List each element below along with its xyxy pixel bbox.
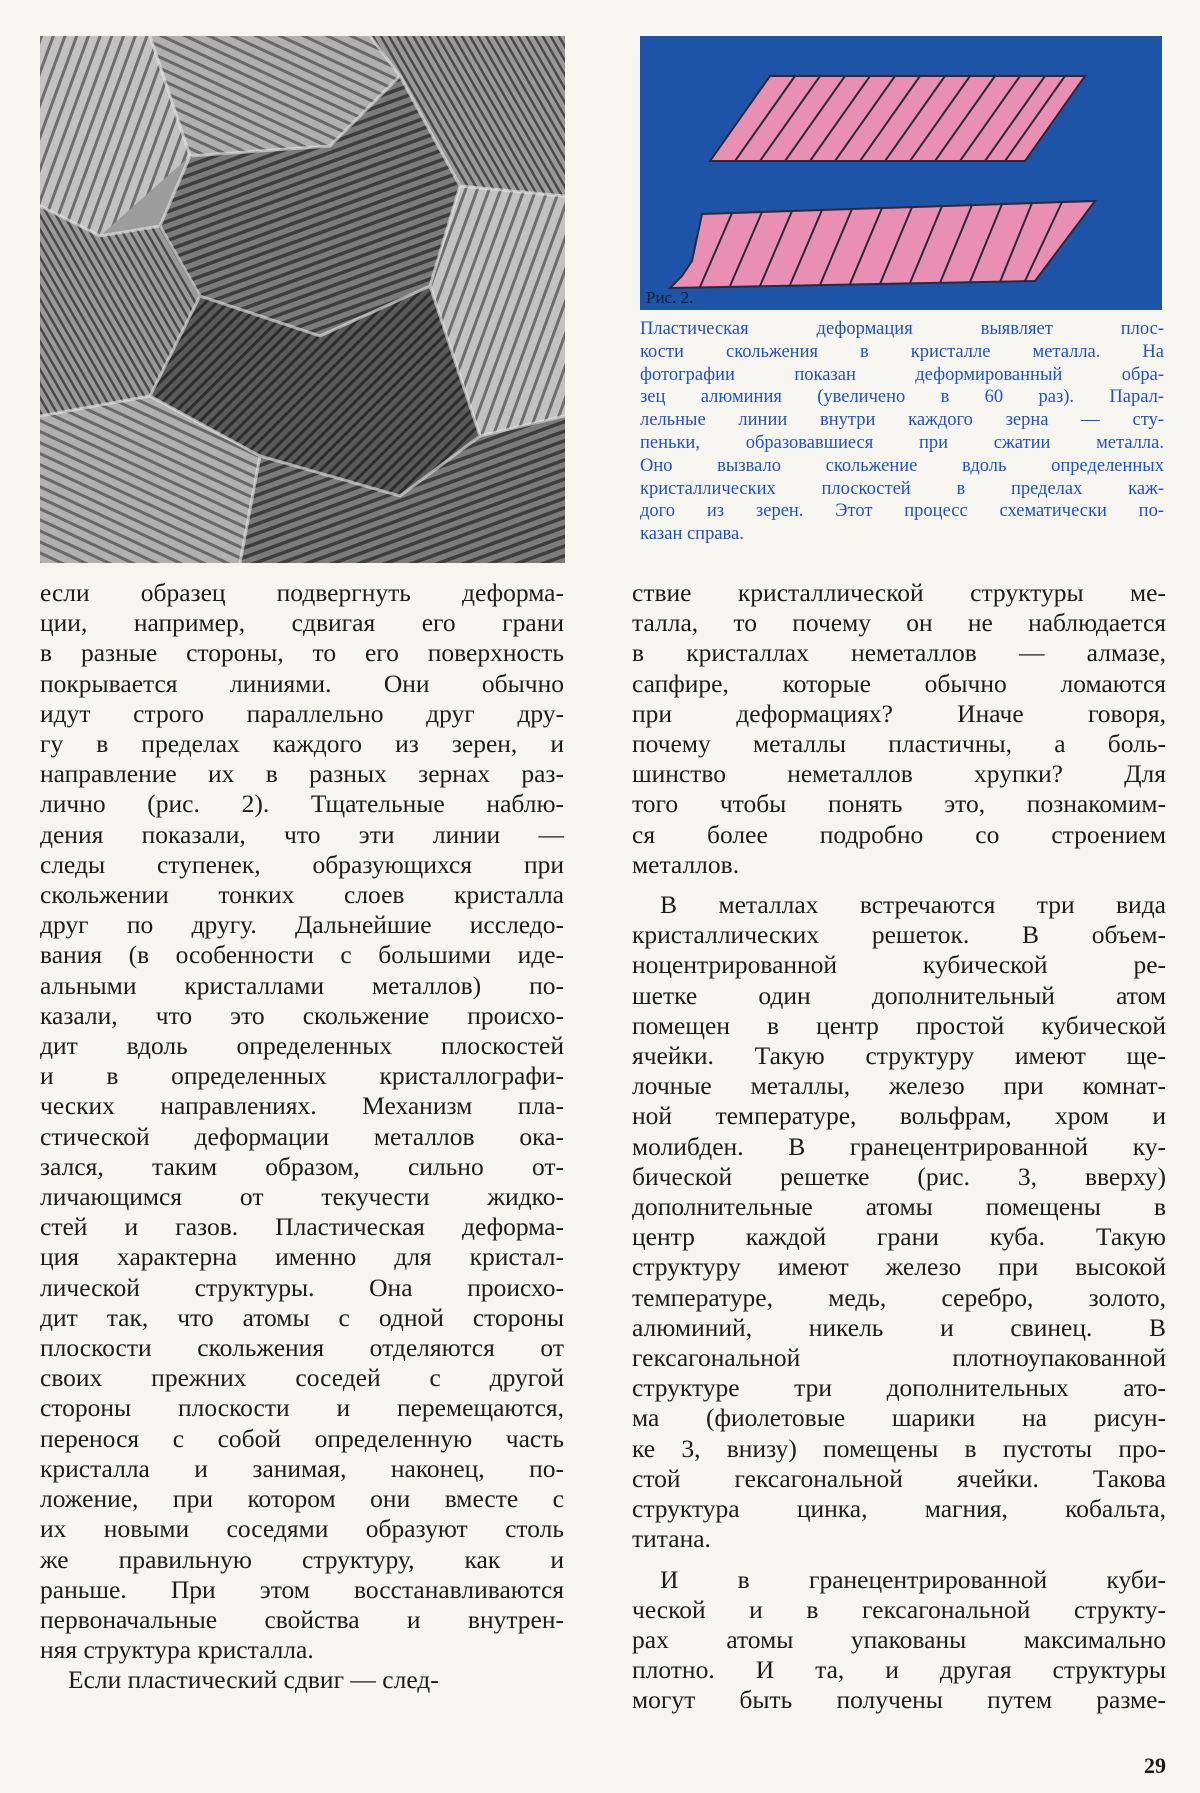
- text-line: направление их в разных зернах раз-: [40, 759, 564, 789]
- text-line: друг по другу. Дальнейшие исследо-: [40, 910, 564, 940]
- text-line: В металлах встречаются три вида: [660, 890, 1166, 920]
- text-line: первоначальные свойства и внутрен-: [40, 1604, 564, 1634]
- text-line: дополнительные атомы помещены в: [632, 1192, 1166, 1222]
- text-line: лично (рис. 2). Тщательные наблю-: [40, 789, 564, 819]
- text-line: няя структура кристалла.: [40, 1635, 314, 1665]
- text-line: и в определенных кристаллографи-: [40, 1061, 564, 1091]
- caption-line: казан справа.: [640, 524, 744, 545]
- text-line: ма (фиолетовые шарики на рисун-: [632, 1403, 1166, 1433]
- text-line: личающимся от текучести жидко-: [40, 1182, 564, 1212]
- figure-caption: [640, 318, 1164, 546]
- text-line: шинство неметаллов хрупки? Для: [632, 759, 1166, 789]
- caption-line: зец алюминия (увеличено в 60 раз). Парал-: [640, 387, 1164, 408]
- text-line: помещен в центр простой кубической: [632, 1010, 1166, 1040]
- text-line: если образец подвергнуть деформа-: [40, 578, 564, 607]
- text-line: ции, например, сдвигая его грани: [40, 608, 564, 638]
- caption-line: кристаллических плоскостей в пределах каж-: [640, 478, 1164, 499]
- right-text-column: [632, 578, 1166, 1716]
- text-line: структуре три дополнительных ато-: [632, 1373, 1166, 1403]
- text-line: И в гранецентрированной куби-: [660, 1564, 1166, 1594]
- caption-line: дого из зерен. Этот процесс схематически по-: [640, 501, 1164, 522]
- text-line: зался, таким образом, сильно от-: [40, 1151, 564, 1181]
- text-line: дит вдоль определенных плоскостей: [40, 1031, 564, 1061]
- text-line: своих прежних соседей с другой: [40, 1363, 564, 1393]
- text-line: ческой и в гексагональной структу-: [632, 1594, 1166, 1624]
- text-line: центр каждой грани куба. Такую: [632, 1222, 1166, 1252]
- text-line: плоскости скольжения отделяются от: [40, 1333, 564, 1363]
- text-line: структуру имеют железо при высокой: [632, 1252, 1166, 1282]
- text-line: стой гексагональной ячейки. Такова: [632, 1463, 1166, 1493]
- text-line: почему металлы пластичны, а боль-: [632, 729, 1166, 759]
- caption-line: лельные линии внутри каждого зерна — сту-: [640, 410, 1164, 431]
- text-line: ке 3, внизу) помещены в пустоты про-: [632, 1433, 1166, 1463]
- text-line: альными кристаллами металлов) по-: [40, 970, 564, 1000]
- caption-line: Пластическая деформация выявляет плос-: [640, 319, 1164, 339]
- text-line: лической структуры. Она происхо-: [40, 1272, 564, 1302]
- text-line: вания (в особенности с большими иде-: [40, 940, 564, 970]
- text-line: молибден. В гранецентрированной ку-: [632, 1131, 1166, 1161]
- text-line: сапфире, которые обычно ломаются: [632, 668, 1166, 698]
- text-line: плотно. И та, и другая структуры: [632, 1655, 1166, 1685]
- text-line: стороны плоскости и перемещаются,: [40, 1393, 564, 1423]
- text-line: следы ступенек, образующихся при: [40, 849, 564, 879]
- caption-line: кости скольжения в кристалле металла. На: [640, 341, 1164, 362]
- text-line: рах атомы упакованы максимально: [632, 1624, 1166, 1654]
- micrograph-icon: [40, 36, 565, 563]
- text-line: бической решетке (рис. 3, вверху): [632, 1161, 1166, 1191]
- text-line: стей и газов. Пластическая деформа-: [40, 1212, 564, 1242]
- text-line: ноцентрированной кубической ре-: [632, 950, 1166, 980]
- text-line: талла, то почему он не наблюдается: [632, 608, 1166, 638]
- text-line: гексагональной плотноупакованной: [632, 1343, 1166, 1373]
- text-line: стической деформации металлов ока-: [40, 1121, 564, 1151]
- text-line: кристаллических решеток. В объем-: [632, 920, 1166, 950]
- text-line: алюминий, никель и свинец. В: [632, 1312, 1166, 1342]
- text-line: перенося с собой определенную часть: [40, 1423, 564, 1453]
- text-line: ся более подробно со строением: [632, 819, 1166, 849]
- text-line: лочные металлы, железо при комнат-: [632, 1071, 1166, 1101]
- text-line: в кристаллах неметаллов — алмазе,: [632, 638, 1166, 668]
- figure-label: Рис. 2.: [646, 288, 694, 307]
- caption-line: пеньки, образовавшиеся при сжатии металла.: [640, 432, 1164, 453]
- text-line: идут строго параллельно друг дру-: [40, 698, 564, 728]
- text-line: казали, что это скольжение происхо-: [40, 1000, 564, 1030]
- text-line: в разные стороны, то его поверхность: [40, 638, 564, 668]
- caption-line: фотографии показан деформированный обра-: [640, 364, 1164, 385]
- text-line: скольжении тонких слоев кристалла: [40, 880, 564, 910]
- text-line: структура цинка, магния, кобальта,: [632, 1494, 1166, 1524]
- text-line: дит так, что атомы с одной стороны: [40, 1302, 564, 1332]
- text-line: же правильную структуру, как и: [40, 1544, 564, 1574]
- text-line: ствие кристаллической структуры ме-: [632, 578, 1166, 607]
- text-line: кристалла и занимая, наконец, по-: [40, 1453, 564, 1483]
- slip-planes-illustration: [640, 36, 1162, 310]
- text-line: гу в пределах каждого из зерен, и: [40, 729, 564, 759]
- page-number: 29: [1144, 1753, 1166, 1778]
- text-line: температуре, медь, серебро, золото,: [632, 1282, 1166, 1312]
- text-line: раньше. При этом восстанавливаются: [40, 1574, 564, 1604]
- text-line: ячейки. Такую структуру имеют ще-: [632, 1041, 1166, 1071]
- left-text-column: [40, 578, 564, 1696]
- undeformed-crystal: [710, 76, 1085, 161]
- text-line: их новыми соседями образуют столь: [40, 1514, 564, 1544]
- text-line: могут быть получены путем разме-: [632, 1685, 1166, 1715]
- micrograph-photo: [40, 36, 565, 563]
- text-line: титана.: [632, 1524, 711, 1554]
- text-line: металлов.: [632, 849, 740, 879]
- text-line: дения показали, что эти линии —: [40, 819, 564, 849]
- text-line: ложение, при котором они вместе с: [40, 1484, 564, 1514]
- text-line: покрывается линиями. Они обычно: [40, 668, 564, 698]
- text-line: при деформациях? Иначе говоря,: [632, 698, 1166, 728]
- text-line: того чтобы понять это, познакомим-: [632, 789, 1166, 819]
- slip-diagram: [640, 36, 1162, 310]
- text-line: шетке один дополнительный атом: [632, 980, 1166, 1010]
- text-line: ция характерна именно для кристал-: [40, 1242, 564, 1272]
- text-line: Если пластический сдвиг — след-: [68, 1665, 439, 1695]
- deformed-crystal: [670, 201, 1095, 288]
- text-line: ной температуре, вольфрам, хром и: [632, 1101, 1166, 1131]
- text-line: ческих направлениях. Механизм пла-: [40, 1091, 564, 1121]
- caption-line: Оно вызвало скольжение вдоль определенных: [640, 455, 1164, 476]
